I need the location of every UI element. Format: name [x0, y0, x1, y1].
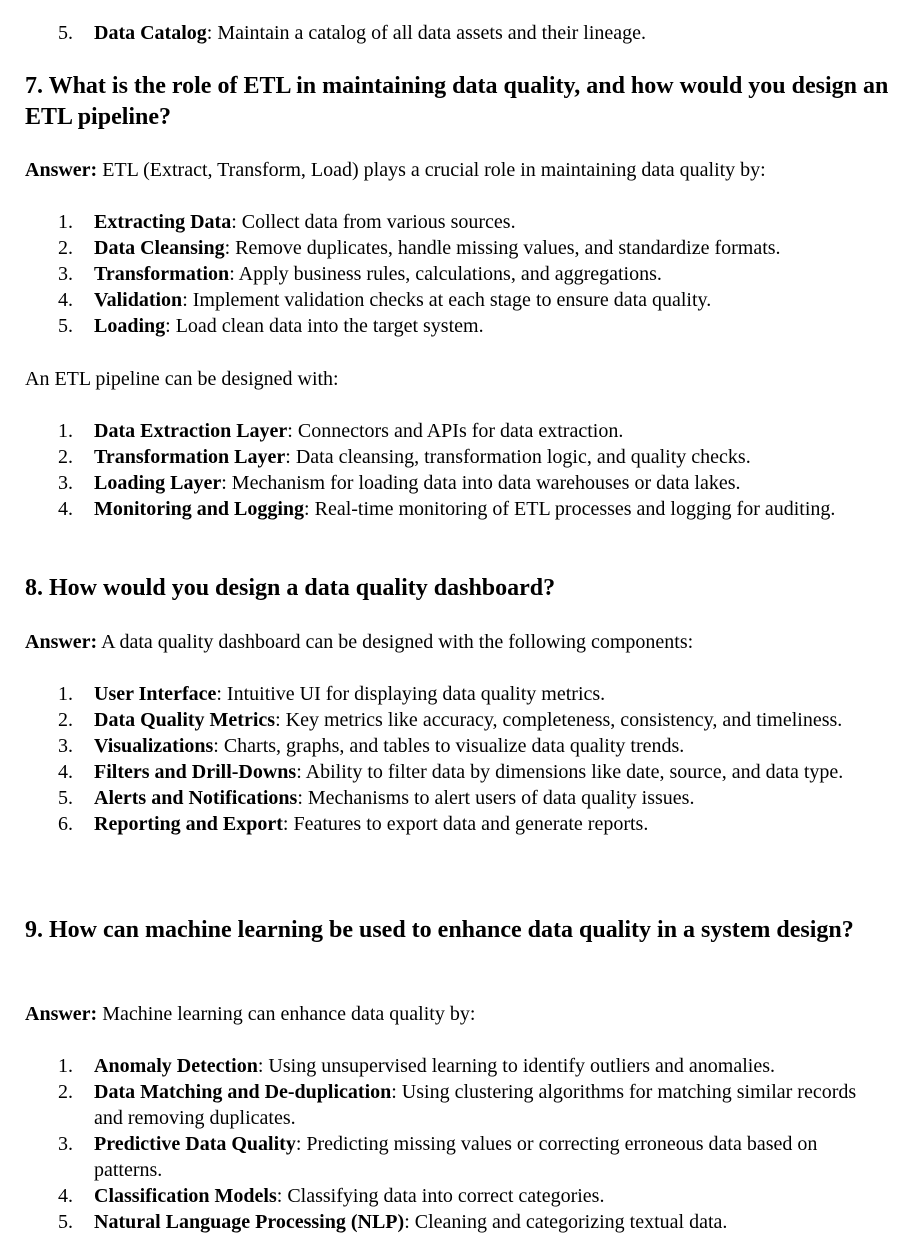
item-number: 3.	[58, 735, 73, 757]
pipeline-intro: An ETL pipeline can be designed with:	[25, 368, 339, 390]
item-desc: : Apply business rules, calculations, and aggregations.	[229, 263, 662, 285]
q7-pipeline-list	[0, 418, 884, 522]
q7-heading: 7. What is the role of ETL in maintaining data quality, and how would you design an ETL pipeline?	[25, 73, 889, 130]
item-term: Data Matching and De-duplication	[94, 1081, 392, 1103]
q8-answer	[25, 629, 905, 655]
item-term: Visualizations	[94, 735, 214, 757]
item-term: Data Catalog	[94, 22, 207, 44]
list-item	[0, 759, 884, 785]
item-number: 6.	[58, 813, 73, 835]
list-item	[0, 496, 884, 522]
item-number: 5.	[58, 22, 73, 44]
list-item	[0, 287, 884, 313]
item-term: Monitoring and Logging	[94, 498, 305, 520]
item-number: 5.	[58, 1211, 73, 1233]
item-term: Filters and Drill-Downs	[94, 761, 297, 783]
item-desc: : Collect data from various sources.	[231, 211, 516, 233]
item-term: Data Cleansing	[94, 237, 225, 259]
item-number: 2.	[58, 237, 73, 259]
item-term: Loading	[94, 315, 166, 337]
answer-text: A data quality dashboard can be designed with the following components:	[97, 631, 694, 653]
item-number: 3.	[58, 1133, 73, 1155]
item-number: 4.	[58, 1185, 73, 1207]
list-item	[0, 418, 884, 444]
answer-text: ETL (Extract, Transform, Load) plays a crucial role in maintaining data quality by:	[97, 159, 766, 181]
list-item	[0, 785, 884, 811]
item-desc: : Charts, graphs, and tables to visualize data quality trends.	[213, 735, 685, 757]
item-number: 4.	[58, 498, 73, 520]
list-item	[0, 733, 884, 759]
answer-label: Answer:	[25, 631, 98, 653]
item-desc: : Cleaning and categorizing textual data.	[404, 1211, 728, 1233]
item-number: 5.	[58, 315, 73, 337]
q7-roles-list	[0, 209, 884, 339]
list-item	[0, 681, 884, 707]
item-desc: : Connectors and APIs for data extraction.	[287, 420, 624, 442]
item-desc: : Remove duplicates, handle missing values, and standardize formats.	[224, 237, 781, 259]
item-number: 3.	[58, 263, 73, 285]
item-number: 2.	[58, 1081, 73, 1103]
item-number: 2.	[58, 709, 73, 731]
item-term: Transformation Layer	[94, 446, 286, 468]
item-term: User Interface	[94, 683, 217, 705]
item-desc: : Predicting missing values or correcting erroneous data based on patterns.	[94, 1133, 818, 1181]
item-term: Validation	[94, 289, 183, 311]
item-desc: : Real-time monitoring of ETL processes and logging for auditing.	[304, 498, 836, 520]
q9-answer	[25, 1001, 905, 1027]
item-term: Predictive Data Quality	[94, 1133, 296, 1155]
item-number: 5.	[58, 787, 73, 809]
answer-label: Answer:	[25, 159, 98, 181]
item-number: 1.	[58, 420, 73, 442]
list-item	[0, 1079, 884, 1131]
q9-list	[0, 1053, 884, 1235]
list-item	[0, 707, 884, 733]
q9-heading: 9. How can machine learning be used to enhance data quality in a system design?	[25, 917, 854, 943]
list-item	[0, 1053, 884, 1079]
item-desc: : Using clustering algorithms for matching similar records and removing duplicates.	[94, 1081, 857, 1129]
list-item	[0, 20, 884, 46]
item-term: Loading Layer	[94, 472, 222, 494]
item-desc: : Ability to filter data by dimensions like date, source, and data type.	[296, 761, 844, 783]
item-number: 2.	[58, 446, 73, 468]
item-desc: : Load clean data into the target system.	[165, 315, 484, 337]
item-desc: : Data cleansing, transformation logic, and quality checks.	[285, 446, 751, 468]
item-term: Natural Language Processing (NLP)	[94, 1211, 405, 1233]
item-number: 4.	[58, 761, 73, 783]
item-term: Anomaly Detection	[94, 1055, 258, 1077]
list-item	[0, 811, 884, 837]
list-item	[0, 470, 884, 496]
item-desc: : Implement validation checks at each stage to ensure data quality.	[182, 289, 712, 311]
item-number: 1.	[58, 1055, 73, 1077]
answer-text: Machine learning can enhance data quality by:	[97, 1003, 476, 1025]
list-item	[0, 444, 884, 470]
item-term: Reporting and Export	[94, 813, 283, 835]
list-item	[0, 261, 884, 287]
item-desc: : Features to export data and generate reports.	[282, 813, 649, 835]
item-number: 1.	[58, 211, 73, 233]
item-desc: : Key metrics like accuracy, completeness, consistency, and timeliness.	[275, 709, 843, 731]
list-item	[0, 1131, 884, 1183]
item-term: Extracting Data	[94, 211, 232, 233]
q7-answer	[25, 157, 905, 183]
item-desc: : Classifying data into correct categories.	[276, 1185, 605, 1207]
item-desc: : Using unsupervised learning to identify outliers and anomalies.	[257, 1055, 775, 1077]
item-number: 4.	[58, 289, 73, 311]
item-number: 3.	[58, 472, 73, 494]
item-term: Data Extraction Layer	[94, 420, 288, 442]
item-term: Transformation	[94, 263, 230, 285]
item-number: 1.	[58, 683, 73, 705]
q8-heading: 8. How would you design a data quality dashboard?	[25, 575, 556, 601]
item-term: Classification Models	[94, 1185, 277, 1207]
intro-list	[0, 20, 884, 46]
list-item	[0, 313, 884, 339]
item-desc: : Maintain a catalog of all data assets and their lineage.	[206, 22, 647, 44]
item-desc: : Mechanisms to alert users of data quality issues.	[297, 787, 695, 809]
item-term: Alerts and Notifications	[94, 787, 298, 809]
list-item	[0, 1183, 884, 1209]
item-desc: : Intuitive UI for displaying data quality metrics.	[216, 683, 606, 705]
item-desc: : Mechanism for loading data into data warehouses or data lakes.	[221, 472, 741, 494]
item-term: Data Quality Metrics	[94, 709, 276, 731]
list-item	[0, 1209, 884, 1235]
answer-label: Answer:	[25, 1003, 98, 1025]
list-item	[0, 235, 884, 261]
list-item	[0, 209, 884, 235]
q8-list	[0, 681, 884, 837]
